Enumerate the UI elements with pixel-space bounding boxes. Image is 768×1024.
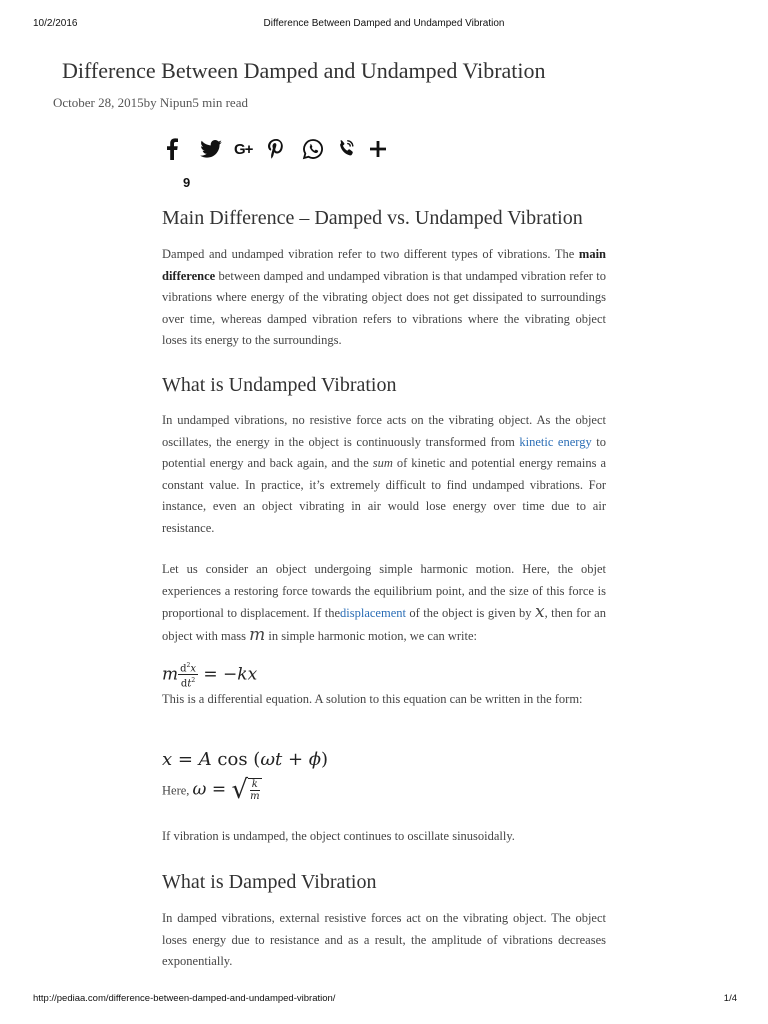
pinterest-icon[interactable] [268, 136, 302, 162]
equation-omega: Here, ω = √ $\frac{k}{m}$ [162, 775, 260, 805]
facebook-icon[interactable] [166, 136, 200, 162]
print-header-title: Difference Between Damped and Undamped Vibration [263, 18, 505, 29]
paragraph-differential-equation: This is a differential equation. A solution to this equation can be written in the form: [162, 692, 583, 706]
print-header-date: 10/2/2016 [33, 18, 78, 29]
plus-icon[interactable] [370, 136, 404, 162]
math-symbol-m: m [249, 624, 266, 645]
print-footer-url: http://pediaa.com/difference-between-damped-and-undamped-vibration/ [33, 993, 336, 1004]
paragraph-undamped-1: In undamped vibrations, no resistive force acts on the vibrating object. As the object oscillates, the energy in the object is continuously transformed from kinetic energy to potential energy and back again, and the sum of kinetic and potential energy remains a constant value. In practice, it’s extremely difficult to find undamped vibrations. For instance, even an object vibrating in air would lose energy over time due to air resistance. [162, 413, 606, 535]
section-heading-damped: What is Damped Vibration [162, 871, 377, 893]
share-bar [166, 136, 404, 162]
kinetic-energy-link[interactable]: kinetic energy [519, 434, 592, 449]
viber-icon[interactable] [336, 136, 370, 162]
paragraph-main-difference: Damped and undamped vibration refer to two different types of vibrations. The main difference between damped and undamped vibration is that undamped vibration refer to vibrations where energy of the vibrating object does not get dissipated to surroundings over time, whereas damped vibration refers to vibrations where the vibrating object loses its energy to the surroundings. [162, 247, 606, 347]
displacement-link[interactable]: displacement [340, 606, 406, 620]
bold-main-difference: main difference [162, 247, 606, 283]
section-heading-main-difference: Main Difference – Damped vs. Undamped Vibration [162, 207, 583, 229]
twitter-icon[interactable] [200, 136, 234, 162]
paragraph-undamped-conclusion: If vibration is undamped, the object continues to oscillate sinusoidally. [162, 829, 515, 843]
paragraph-undamped-2: Let us consider an object undergoing simple harmonic motion. Here, the objet experiences a restoring force towards the equilibrium point, and the size of this force is proportional to displacement. If thedisplacement of the object is given by x, then for an object with mass m in simple harmonic motion, we can write: [162, 562, 606, 645]
section-heading-undamped: What is Undamped Vibration [162, 374, 397, 396]
article-title: Difference Between Damped and Undamped Vibration [62, 58, 546, 83]
equation-solution: x = A cos (ωt + ϕ) [162, 749, 329, 770]
share-count: 9 [183, 175, 191, 190]
math-symbol-x: x [535, 602, 545, 622]
print-footer-page-number: 1/4 [723, 993, 737, 1004]
google-plus-icon[interactable]: G+ [234, 140, 253, 158]
article-meta: October 28, 2015by Nipun5 min read [53, 95, 248, 110]
whatsapp-icon[interactable] [302, 136, 336, 162]
equation-differential: m $\frac{d^2x}{dt^2}$ = −kx [162, 662, 258, 690]
paragraph-damped-1: In damped vibrations, external resistive forces act on the vibrating object. The object loses energy due to resistance and as a result, the amplitude of vibrations decreases exponentially. [162, 911, 606, 968]
